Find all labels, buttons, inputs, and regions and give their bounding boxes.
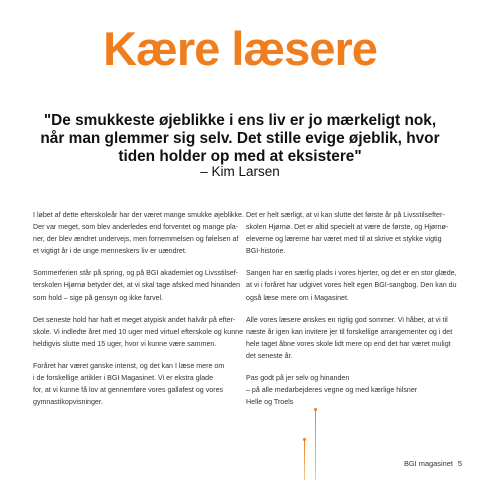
quote-line: tiden holder op med at eksistere" xyxy=(118,148,362,165)
decorative-rule xyxy=(304,440,305,480)
text-line: Sangen har en særlig plads i vores hjerter, og det er en stor glæde, xyxy=(246,269,457,278)
text-line: næste år igen kan invitere jer til forskellige arrangementer og i det xyxy=(246,327,453,336)
text-line: Der var meget, som blev anderledes end forventet og mange pla- xyxy=(33,223,239,232)
text-line: skolen Hjørnø. Det er altid specielt at være de første, og Hjørnø- xyxy=(246,223,449,232)
paragraph xyxy=(33,209,248,257)
text-line: heldigvis slutte med 15 uger, hvor vi kunne være sammen. xyxy=(33,339,217,348)
text-line: skole. Vi indledte året med 10 uger med virtuel efterskole og kunne xyxy=(33,327,244,336)
paragraph xyxy=(246,267,462,303)
text-line: i de forskellige artikler i BGI Magasinet. Vi er ekstra glade xyxy=(33,374,214,383)
text-line: Helle og Troels xyxy=(246,398,294,407)
text-line: som hold – sige på gensyn og ikke farvel. xyxy=(33,293,164,302)
text-line: eleverne og lærerne har været med til at skrive et stykke vigtig xyxy=(246,235,442,244)
text-line: for, at vi kunne få lov at gennemføre vores gallafest og vores xyxy=(33,386,224,395)
magazine-name: BGI magasinet xyxy=(404,459,453,468)
right-column xyxy=(246,209,462,418)
text-line: hele taget åbne vores skole lidt mere op end det har været muligt xyxy=(246,339,451,348)
paragraph xyxy=(33,267,248,303)
text-line: Sommerferien står på spring, og på BGI akademiet og Livsstilsef- xyxy=(33,269,239,278)
text-line: Det seneste hold har haft et meget atypisk andet halvår på efter- xyxy=(33,315,236,324)
text-line: at vi i foråret har udgivet vores helt egen BGI-sangbog. Den kan du xyxy=(246,281,457,290)
text-line: ner, der blev ændret undervejs, men fornemmelsen og følelsen af xyxy=(33,235,239,244)
paragraph xyxy=(33,314,248,350)
paragraph xyxy=(246,372,462,408)
page-footer xyxy=(404,459,462,469)
quote-author: – Kim Larsen xyxy=(200,164,280,179)
text-line: gymnastikopvisninger. xyxy=(33,398,103,407)
text-line: terskolen Hjørnø betyder det, at vi skal tage afsked med hinanden xyxy=(33,281,241,290)
text-line: Alle vores læsere ønskes en rigtig god sommer. Vi håber, at vi til xyxy=(246,315,448,324)
text-line: et vigtigt år i de unge menneskers liv er uændret. xyxy=(33,247,187,256)
page-number: 5 xyxy=(457,459,463,468)
text-line: også læse mere om i Magasinet. xyxy=(246,293,349,302)
paragraph xyxy=(246,314,462,362)
quote-line: når man glemmer sig selv. Det stille evige øjeblik, hvor xyxy=(40,130,440,147)
decorative-dot xyxy=(303,438,306,441)
text-line: – på alle medarbejderes vegne og med kærlige hilsner xyxy=(246,386,418,395)
text-line: Foråret har været ganske intenst, og det kan I læse mere om xyxy=(33,361,225,370)
text-line: BGI-historie. xyxy=(246,247,286,256)
text-line: det seneste år. xyxy=(246,351,293,360)
pull-quote xyxy=(20,112,460,166)
text-line: I løbet af dette efterskoleår har der været mange smukke øjeblikke. xyxy=(33,211,244,219)
paragraph xyxy=(246,209,462,257)
left-column xyxy=(33,209,248,418)
paragraph xyxy=(33,360,248,408)
quote-line: "De smukkeste øjeblikke i ens liv er jo mærkeligt nok, xyxy=(43,112,437,129)
decorative-dot xyxy=(314,408,317,411)
text-line: Det er helt særligt, at vi kan slutte det første år på Livsstilsefter- xyxy=(246,211,445,219)
page-title: Kære læsere xyxy=(103,22,377,75)
text-line: Pas godt på jer selv og hinanden xyxy=(246,374,350,383)
decorative-rule xyxy=(315,410,316,480)
